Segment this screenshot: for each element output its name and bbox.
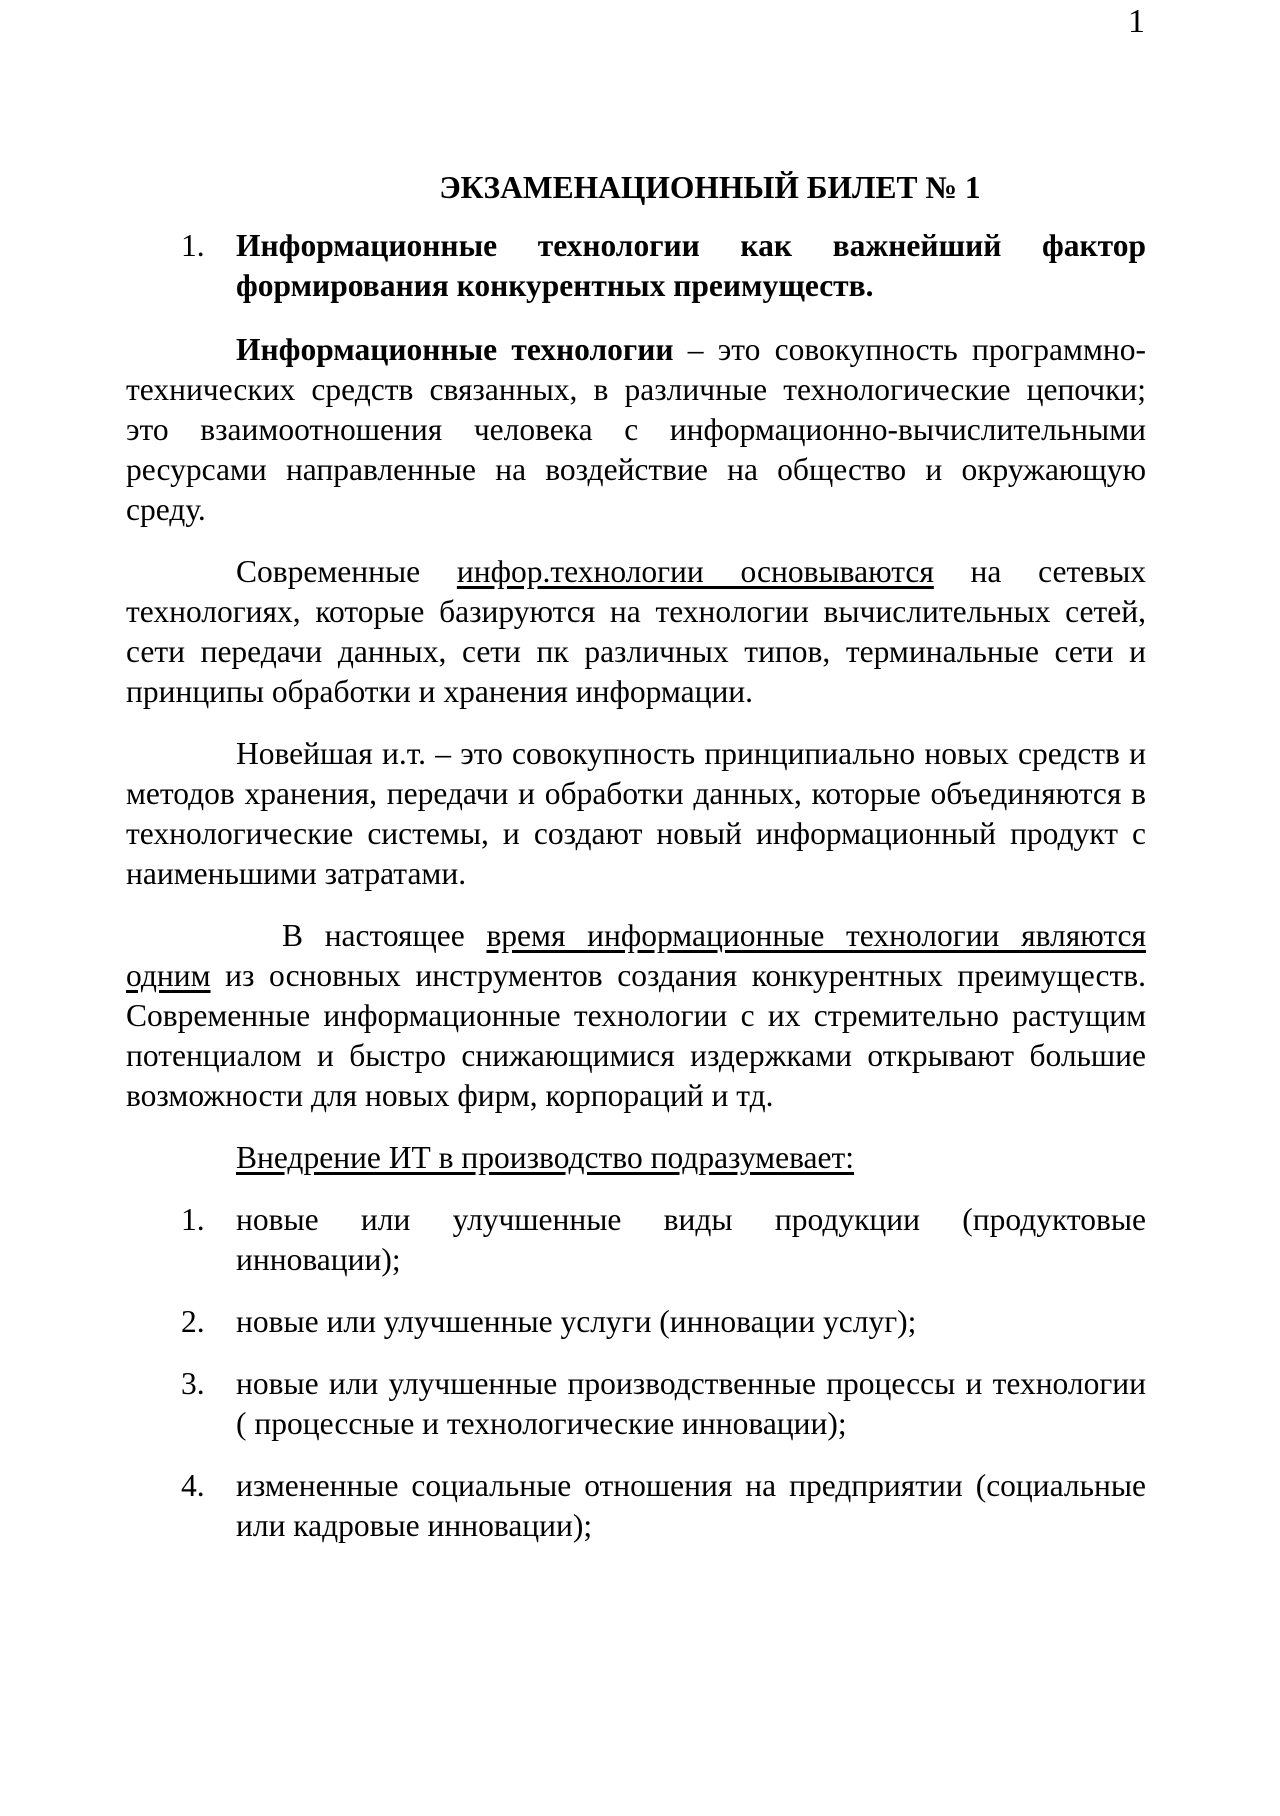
question-text: Информационные технологии как важнейший фактор формирования конкурентных преимуществ. bbox=[236, 228, 1146, 303]
list-item-text: новые или улучшенные виды продукции (продуктовые инновации); bbox=[236, 1202, 1146, 1277]
paragraph-competitive bbox=[126, 916, 1146, 1116]
paragraph-definition bbox=[126, 330, 1146, 530]
list-item bbox=[126, 1200, 1146, 1280]
list-item-number: 2. bbox=[181, 1304, 205, 1339]
paragraph4-before: В настоящее bbox=[282, 918, 487, 953]
paragraph2-underlined: инфор.технологии основываются bbox=[456, 554, 934, 589]
list-item bbox=[126, 1302, 1146, 1342]
paragraph3-text: Новейшая и.т. – это совокупность принципиально новых средств и методов хранения, передачи и обработки данных, которые объединяются в технологические системы, и создают новый информационный продукт с наименьшими затратами. bbox=[126, 736, 1146, 891]
document-body bbox=[126, 168, 1146, 1568]
list-item-text: измененные социальные отношения на предприятии (социальные или кадровые инновации); bbox=[236, 1468, 1146, 1543]
list-item-number: 3. bbox=[181, 1366, 205, 1401]
implementation-list bbox=[126, 1200, 1146, 1546]
paragraph2-after: на сетевых технологиях, которые базируются на технологии вычислительных сетей, сети передачи данных, сети пк различных типов, терминальные сети и принципы обработки и хранения информации. bbox=[126, 554, 1147, 709]
list-item bbox=[126, 1364, 1146, 1444]
list-item bbox=[126, 1466, 1146, 1546]
paragraph4-after: из основных инструментов создания конкурентных преимуществ. Современные информационные технологии с их стремительно растущим потенциалом и быстро снижающимися издержками открывают большие возможности для новых фирм, корпораций и тд. bbox=[126, 958, 1146, 1113]
list-item-text: новые или улучшенные производственные процессы и технологии ( процессные и технологические инновации); bbox=[236, 1366, 1146, 1441]
definition-text: – это совокупность программно-технических средств связанных, в различные технологические цепочки; это взаимоотношения человека с информационно-вычислительными ресурсами направленные на воздействие на общество и окружающую среду. bbox=[126, 332, 1146, 527]
definition-term: Информационные технологии bbox=[236, 332, 674, 367]
page-number: 1 bbox=[1128, 3, 1145, 40]
ticket-title: ЭКЗАМЕНАЦИОННЫЙ БИЛЕТ № 1 bbox=[439, 170, 981, 205]
subheading: Внедрение ИТ в производство подразумевает: bbox=[236, 1140, 855, 1175]
list-item-number: 1. bbox=[181, 1202, 205, 1237]
paragraph-modern-it bbox=[126, 552, 1146, 712]
list-item-number: 4. bbox=[181, 1468, 205, 1503]
question-item bbox=[126, 226, 1146, 306]
paragraph2-before: Современные bbox=[236, 554, 457, 589]
paragraph-newest-it bbox=[126, 734, 1146, 894]
list-item-text: новые или улучшенные услуги (инновации услуг); bbox=[236, 1304, 917, 1339]
paragraph4-underlined: время информационные технологии являются одним bbox=[126, 918, 1146, 993]
question-number: 1. bbox=[181, 228, 205, 263]
